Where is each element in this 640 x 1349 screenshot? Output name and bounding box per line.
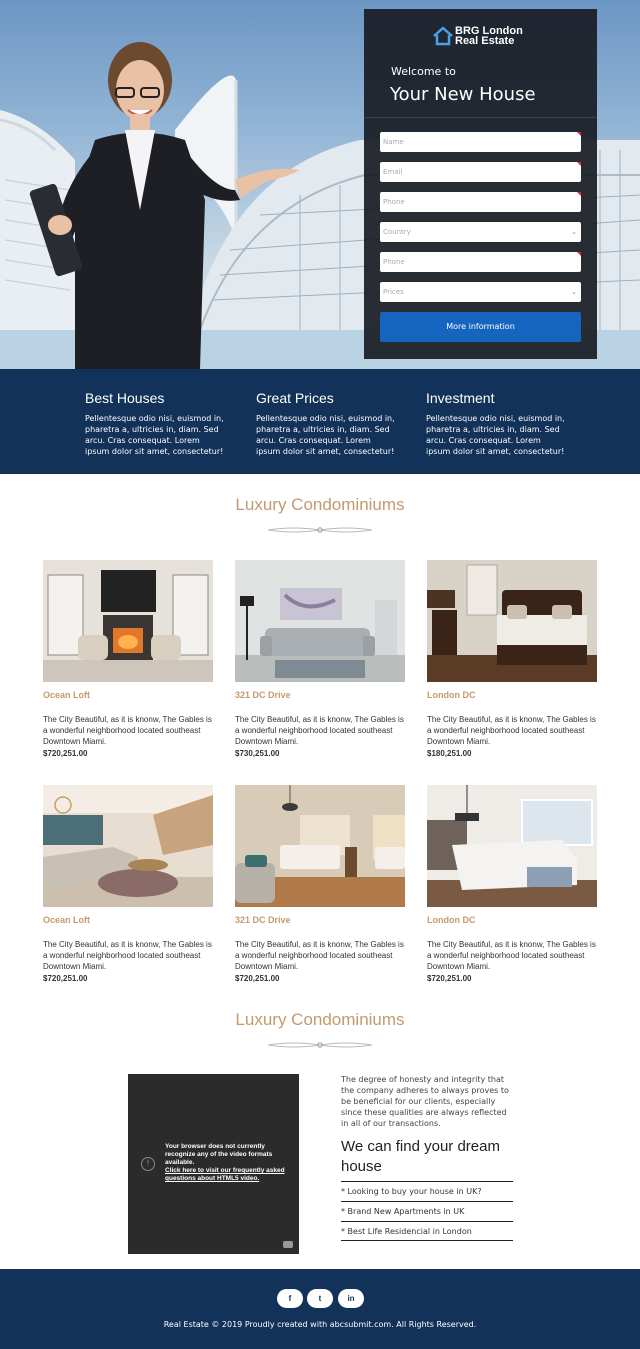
facebook-icon[interactable]: f — [277, 1289, 303, 1308]
warning-icon: ! — [141, 1157, 155, 1171]
house-icon — [432, 25, 454, 47]
panel-divider — [364, 117, 597, 118]
listing-description: The City Beautiful, as it is knonw, The Gables is a wonderful neighborhood located southeast Downtown Miami. — [43, 715, 212, 746]
video-player[interactable] — [128, 1074, 299, 1254]
email-field-placeholder: Email — [383, 168, 403, 176]
listings-section-title: Luxury Condominiums — [235, 495, 405, 514]
listing-card[interactable] — [427, 560, 597, 758]
listing-card[interactable] — [43, 560, 213, 758]
feature-title: Best Houses — [85, 390, 165, 406]
listing-description: The City Beautiful, as it is knonw, The Gables is a wonderful neighborhood located southeast Downtown Miami. — [43, 940, 212, 971]
listing-image-sofa[interactable] — [235, 560, 405, 682]
listing-price: $730,251.00 — [235, 749, 280, 758]
prices-select-placeholder: Prices — [383, 288, 404, 296]
listing-image-bedroom[interactable] — [427, 560, 597, 682]
welcome-text: Welcome to — [391, 65, 456, 78]
country-select-placeholder: Country — [383, 228, 411, 236]
listing-price: $720,251.00 — [235, 974, 280, 983]
hero-section — [0, 0, 640, 369]
phone-field[interactable] — [380, 192, 581, 212]
listing-card[interactable] — [427, 785, 597, 983]
listing-name[interactable]: London DC — [427, 690, 476, 700]
listing-name[interactable]: 321 DC Drive — [235, 915, 291, 925]
feature-text: Pellentesque odio nisi, euismod in, pharetra a, ultricies in, diam. Sed arcu. Cras consequat. Lorem ipsum dolor sit amet, consectetur! — [426, 414, 565, 456]
listing-description: The City Beautiful, as it is knonw, The Gables is a wonderful neighborhood located southeast Downtown Miami. — [427, 715, 596, 746]
info-column — [341, 1074, 513, 1241]
name-field[interactable] — [380, 132, 581, 152]
feature-great-prices — [256, 390, 396, 457]
listing-image-living-room[interactable] — [43, 560, 213, 682]
more-information-button[interactable]: More information — [380, 312, 581, 342]
feature-title: Great Prices — [256, 390, 334, 406]
listing-price: $180,251.00 — [427, 749, 472, 758]
phone-field-placeholder: Phone — [383, 198, 405, 206]
lead-form-panel — [364, 9, 597, 359]
required-marker — [577, 252, 581, 256]
listing-name[interactable]: 321 DC Drive — [235, 690, 291, 700]
listing-price: $720,251.00 — [427, 974, 472, 983]
listing-price: $720,251.00 — [43, 974, 88, 983]
required-marker — [577, 132, 581, 136]
feature-text: Pellentesque odio nisi, euismod in, pharetra a, ultricies in, diam. Sed arcu. Cras consequat. Lorem ipsum dolor sit amet, consectetur! — [85, 414, 224, 456]
listing-card[interactable] — [235, 560, 405, 758]
form-headline: Your New House — [390, 84, 536, 105]
listing-description: The City Beautiful, as it is knonw, The Gables is a wonderful neighborhood located southeast Downtown Miami. — [235, 940, 404, 971]
features-band — [0, 369, 640, 474]
info-lead-text: The degree of honesty and integrity that the company adheres to always proves to be beneficial for our clients, especially since these qualities are always reflected in all of our transactions. — [341, 1075, 509, 1128]
info-list-item: * Best Life Residencial in London — [341, 1221, 513, 1241]
prices-select[interactable] — [380, 282, 581, 302]
feature-best-houses — [85, 390, 225, 457]
info-list-item: * Brand New Apartments in UK — [341, 1201, 513, 1221]
twitter-icon[interactable]: t — [307, 1289, 333, 1308]
listing-name[interactable]: Ocean Loft — [43, 915, 91, 925]
feature-text: Pellentesque odio nisi, euismod in, pharetra a, ultricies in, diam. Sed arcu. Cras consequat. Lorem ipsum dolor sit amet, consectetur! — [256, 414, 395, 456]
linkedin-icon[interactable]: in — [338, 1289, 364, 1308]
brand-name-line1: BRG London — [455, 25, 523, 37]
ornament-divider — [268, 1041, 372, 1049]
feature-investment — [426, 390, 566, 457]
about-section-title: Luxury Condominiums — [235, 1010, 405, 1029]
brand-name-line2: Real Estate — [455, 35, 515, 47]
youtube-icon[interactable] — [283, 1241, 293, 1248]
country-select[interactable] — [380, 222, 581, 242]
required-marker — [577, 192, 581, 196]
video-unsupported-message — [165, 1143, 293, 1183]
listing-card[interactable] — [43, 785, 213, 983]
listing-image-lounge[interactable] — [43, 785, 213, 907]
required-marker — [577, 162, 581, 166]
video-message-text: Your browser does not currently recognize any of the video formats available. — [165, 1143, 273, 1166]
listing-card[interactable] — [235, 785, 405, 983]
info-heading: We can find your dream house — [341, 1138, 500, 1175]
footer — [0, 1269, 640, 1349]
listing-description: The City Beautiful, as it is knonw, The Gables is a wonderful neighborhood located southeast Downtown Miami. — [235, 715, 404, 746]
brand-logo[interactable] — [432, 24, 523, 48]
phone-field-2-placeholder: Phone — [383, 258, 405, 266]
phone-field-2[interactable] — [380, 252, 581, 272]
listing-description: The City Beautiful, as it is knonw, The Gables is a wonderful neighborhood located southeast Downtown Miami. — [427, 940, 596, 971]
feature-title: Investment — [426, 390, 495, 406]
name-field-placeholder: Name — [383, 138, 404, 146]
chevron-down-icon: ⌄ — [571, 288, 577, 296]
listing-name[interactable]: London DC — [427, 915, 476, 925]
info-list-item: * Looking to buy your house in UK? — [341, 1181, 513, 1201]
listing-image-studio[interactable] — [235, 785, 405, 907]
email-field[interactable] — [380, 162, 581, 182]
copyright-text: Real Estate © 2019 Proudly created with abcsubmit.com. All Rights Reserved. — [163, 1320, 477, 1329]
video-faq-link[interactable]: Click here to visit our frequently asked questions about HTML5 video. — [165, 1167, 285, 1182]
chevron-down-icon: ⌄ — [571, 228, 577, 236]
ornament-divider — [268, 526, 372, 534]
listing-image-open-plan[interactable] — [427, 785, 597, 907]
listing-price: $720,251.00 — [43, 749, 88, 758]
listing-name[interactable]: Ocean Loft — [43, 690, 91, 700]
info-list — [341, 1181, 513, 1241]
